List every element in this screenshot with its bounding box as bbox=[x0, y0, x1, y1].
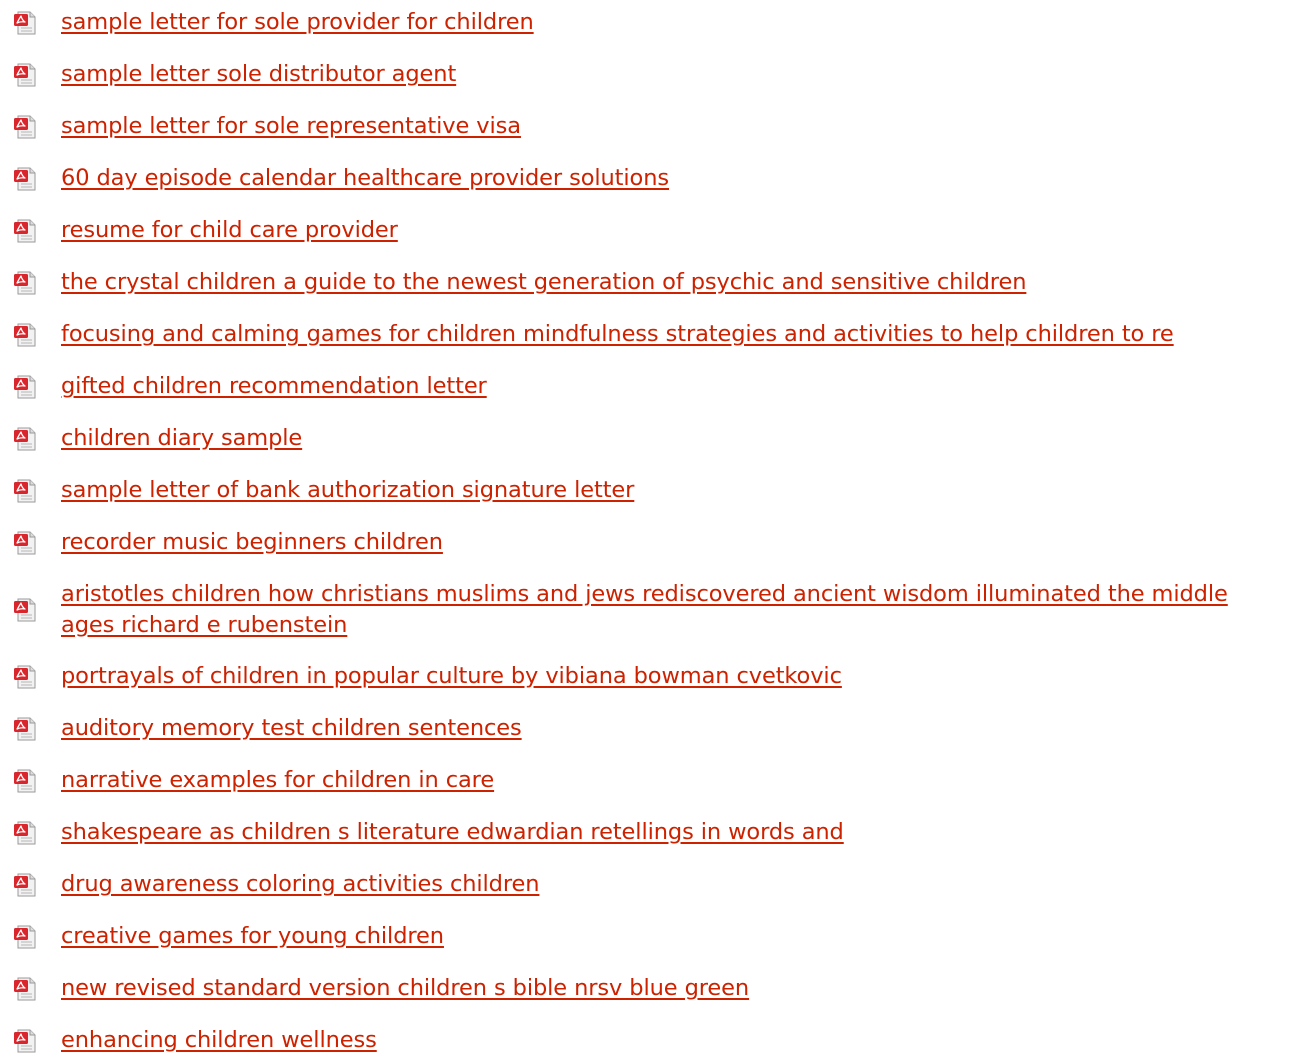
document-link[interactable]: drug awareness coloring activities children bbox=[61, 871, 540, 897]
document-link[interactable]: sample letter sole distributor agent bbox=[61, 61, 457, 87]
document-link[interactable]: the crystal children a guide to the newest generation of psychic and sensitive children bbox=[61, 269, 1027, 295]
pdf-file-icon[interactable] bbox=[12, 872, 38, 898]
pdf-file-icon[interactable] bbox=[12, 530, 38, 556]
pdf-file-icon[interactable] bbox=[12, 322, 38, 348]
document-link[interactable]: gifted children recommendation letter bbox=[61, 373, 487, 399]
pdf-file-icon[interactable] bbox=[12, 426, 38, 452]
document-link[interactable]: auditory memory test children sentences bbox=[61, 715, 522, 741]
pdf-file-icon[interactable] bbox=[12, 62, 38, 88]
document-link[interactable]: aristotles children how christians muslims and jews rediscovered ancient wisdom illuminated the middle ages richard e rubenstein bbox=[61, 581, 1228, 638]
pdf-file-icon[interactable] bbox=[12, 114, 38, 140]
list-item bbox=[0, 267, 1296, 298]
list-item bbox=[0, 661, 1296, 692]
document-link[interactable]: portrayals of children in popular culture by vibiana bowman cvetkovic bbox=[61, 663, 842, 689]
document-link[interactable]: enhancing children wellness bbox=[61, 1027, 377, 1053]
document-link[interactable]: sample letter of bank authorization signature letter bbox=[61, 477, 635, 503]
pdf-file-icon[interactable] bbox=[12, 768, 38, 794]
pdf-file-icon[interactable] bbox=[12, 478, 38, 504]
pdf-file-icon[interactable] bbox=[12, 976, 38, 1002]
list-item bbox=[0, 1025, 1296, 1056]
list-item bbox=[0, 59, 1296, 90]
list-item bbox=[0, 111, 1296, 142]
document-link[interactable]: sample letter for sole provider for children bbox=[61, 9, 534, 35]
list-item bbox=[0, 475, 1296, 506]
pdf-file-icon[interactable] bbox=[12, 820, 38, 846]
pdf-file-icon[interactable] bbox=[12, 924, 38, 950]
list-item bbox=[0, 713, 1296, 744]
list-item bbox=[0, 921, 1296, 952]
document-link[interactable]: recorder music beginners children bbox=[61, 529, 443, 555]
list-item bbox=[0, 527, 1296, 558]
pdf-file-icon[interactable] bbox=[12, 664, 38, 690]
pdf-file-icon[interactable] bbox=[12, 597, 38, 623]
list-item bbox=[0, 163, 1296, 194]
list-item bbox=[0, 579, 1296, 641]
document-link[interactable]: shakespeare as children s literature edwardian retellings in words and bbox=[61, 819, 844, 845]
list-item bbox=[0, 765, 1296, 796]
list-item bbox=[0, 215, 1296, 246]
document-link[interactable]: children diary sample bbox=[61, 425, 303, 451]
pdf-file-icon[interactable] bbox=[12, 716, 38, 742]
list-item bbox=[0, 869, 1296, 900]
list-item bbox=[0, 7, 1296, 38]
pdf-file-icon[interactable] bbox=[12, 10, 38, 36]
document-link[interactable]: sample letter for sole representative visa bbox=[61, 113, 521, 139]
document-link[interactable]: narrative examples for children in care bbox=[61, 767, 495, 793]
pdf-file-icon[interactable] bbox=[12, 218, 38, 244]
pdf-file-icon[interactable] bbox=[12, 1028, 38, 1054]
document-link[interactable]: new revised standard version children s bible nrsv blue green bbox=[61, 975, 750, 1001]
document-link[interactable]: 60 day episode calendar healthcare provider solutions bbox=[61, 165, 670, 191]
document-link[interactable]: creative games for young children bbox=[61, 923, 444, 949]
pdf-file-icon[interactable] bbox=[12, 166, 38, 192]
document-link[interactable]: focusing and calming games for children mindfulness strategies and activities to help children to re bbox=[61, 321, 1174, 347]
document-link[interactable]: resume for child care provider bbox=[61, 217, 398, 243]
pdf-file-icon[interactable] bbox=[12, 270, 38, 296]
pdf-file-icon[interactable] bbox=[12, 374, 38, 400]
list-item bbox=[0, 319, 1296, 350]
list-item bbox=[0, 423, 1296, 454]
list-item bbox=[0, 973, 1296, 1004]
list-item bbox=[0, 817, 1296, 848]
list-item bbox=[0, 371, 1296, 402]
